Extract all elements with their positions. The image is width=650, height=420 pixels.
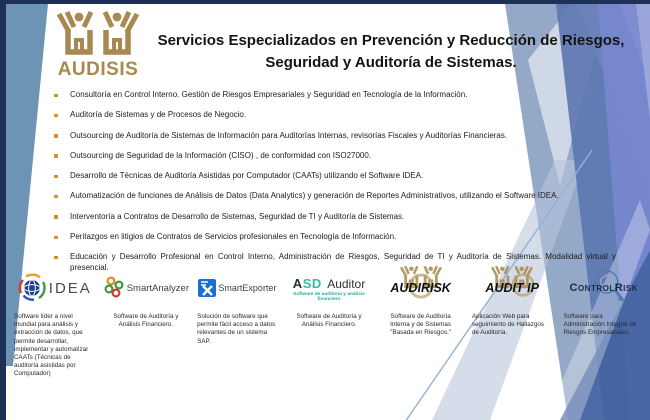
product-card-audirisk bbox=[376, 267, 465, 378]
brand-name: AUDISIS bbox=[57, 59, 139, 80]
service-item: Outsourcing de Auditoría de Sistemas de Información para Auditorías Internas, revisorías Fiscales y Auditorías Financieras. bbox=[52, 131, 616, 142]
product-description: Software líder a nivel mundial para análisis y extracción de datos, que permite desarrollar, implementar y automatizar CAATs (Técnicas de auditoría asistidas por Computador) bbox=[14, 313, 89, 378]
smartexporter-x-icon bbox=[198, 279, 216, 297]
audisis-people-logo-icon bbox=[53, 10, 143, 56]
product-name: AUDIRISK bbox=[390, 281, 451, 295]
product-description: Software de Auditoría y Análisis Financiero. bbox=[113, 313, 179, 329]
product-name: AUDIT IP bbox=[485, 281, 539, 295]
page-title-line1: Servicios Especializados en Prevención y Reducción de Riesgos, bbox=[157, 32, 625, 49]
service-item: Desarrollo de Técnicas de Auditoría Asistidas por Computador (CAATs) utilizando el Software IDEA. bbox=[52, 171, 616, 182]
products-row bbox=[10, 267, 648, 378]
brand-logo bbox=[50, 10, 146, 81]
services-list bbox=[52, 90, 616, 283]
service-item: Consultoría en Control Interno. Gestión de Riesgos Empresariales y Seguridad en Tecnología de la Información. bbox=[52, 90, 616, 101]
service-item: Automatización de funciones de Análisis de Datos (Data Analytics) y generación de Reportes Administrativos, utilizando el Software IDEA. bbox=[52, 191, 616, 202]
service-item: Peritazgos en litigios de Contratos de Servicios profesionales en Tecnología de Información. bbox=[52, 232, 616, 243]
smartanalyzer-rings-icon bbox=[103, 276, 125, 300]
product-name: ControlRisk bbox=[569, 282, 638, 294]
service-item: Interventoría a Contratos de Desarrollo de Sistemas, Seguridad de TI y Auditoría de Sistemas. bbox=[52, 212, 616, 223]
product-tagline: Software de auditoría y análisis financiero bbox=[293, 291, 365, 302]
product-description: Software de Auditoría Interna y de Sistemas "Basada en Riesgos." bbox=[390, 313, 452, 337]
idea-globe-icon bbox=[17, 273, 47, 303]
product-description: Software de Auditoría y Análisis Financiero. bbox=[296, 313, 362, 329]
service-item: Educación y Desarrollo Profesional en Control Interno, Administración de Riesgos, Seguridad de TI y Auditoría de Sistemas. Modalidad virtual y presencial. bbox=[52, 252, 616, 274]
product-card-smartanalyzer bbox=[102, 267, 191, 378]
footer-bar bbox=[0, 0, 650, 4]
product-card-smartexporter bbox=[193, 267, 282, 378]
product-name: SmartAnalyzer bbox=[126, 282, 190, 294]
service-item: Outsourcing de Seguridad de la Información (CISO) , de conformidad con ISO27000. bbox=[52, 151, 616, 162]
service-item: Auditoría de Sistemas y de Procesos de Negocio. bbox=[52, 110, 616, 121]
product-card-idea bbox=[10, 267, 99, 378]
product-name: ASD bbox=[292, 275, 322, 291]
product-description: Solución de software que permite fácil acceso a datos relevantes de un sistema SAP. bbox=[197, 313, 276, 345]
product-name: IDEA bbox=[48, 279, 92, 297]
page-title bbox=[146, 30, 642, 74]
header bbox=[50, 10, 642, 81]
page-title-line2: Seguridad y Auditoría de Sistemas. bbox=[265, 53, 517, 71]
product-card-audit-ip bbox=[468, 267, 557, 378]
product-card-asd-auditor: ASD Auditor Software de auditoría y análisis financiero Software de Auditoría y Análisis Financiero. bbox=[285, 267, 374, 378]
product-name: SmartExporter bbox=[218, 283, 277, 293]
product-card-controlrisk bbox=[559, 267, 648, 378]
product-description: Software para Administración Integral de Riesgos Empresariales. bbox=[563, 313, 637, 337]
product-description: Aplicación Web para seguimiento de Hallazgos de Auditoría. bbox=[471, 313, 544, 337]
